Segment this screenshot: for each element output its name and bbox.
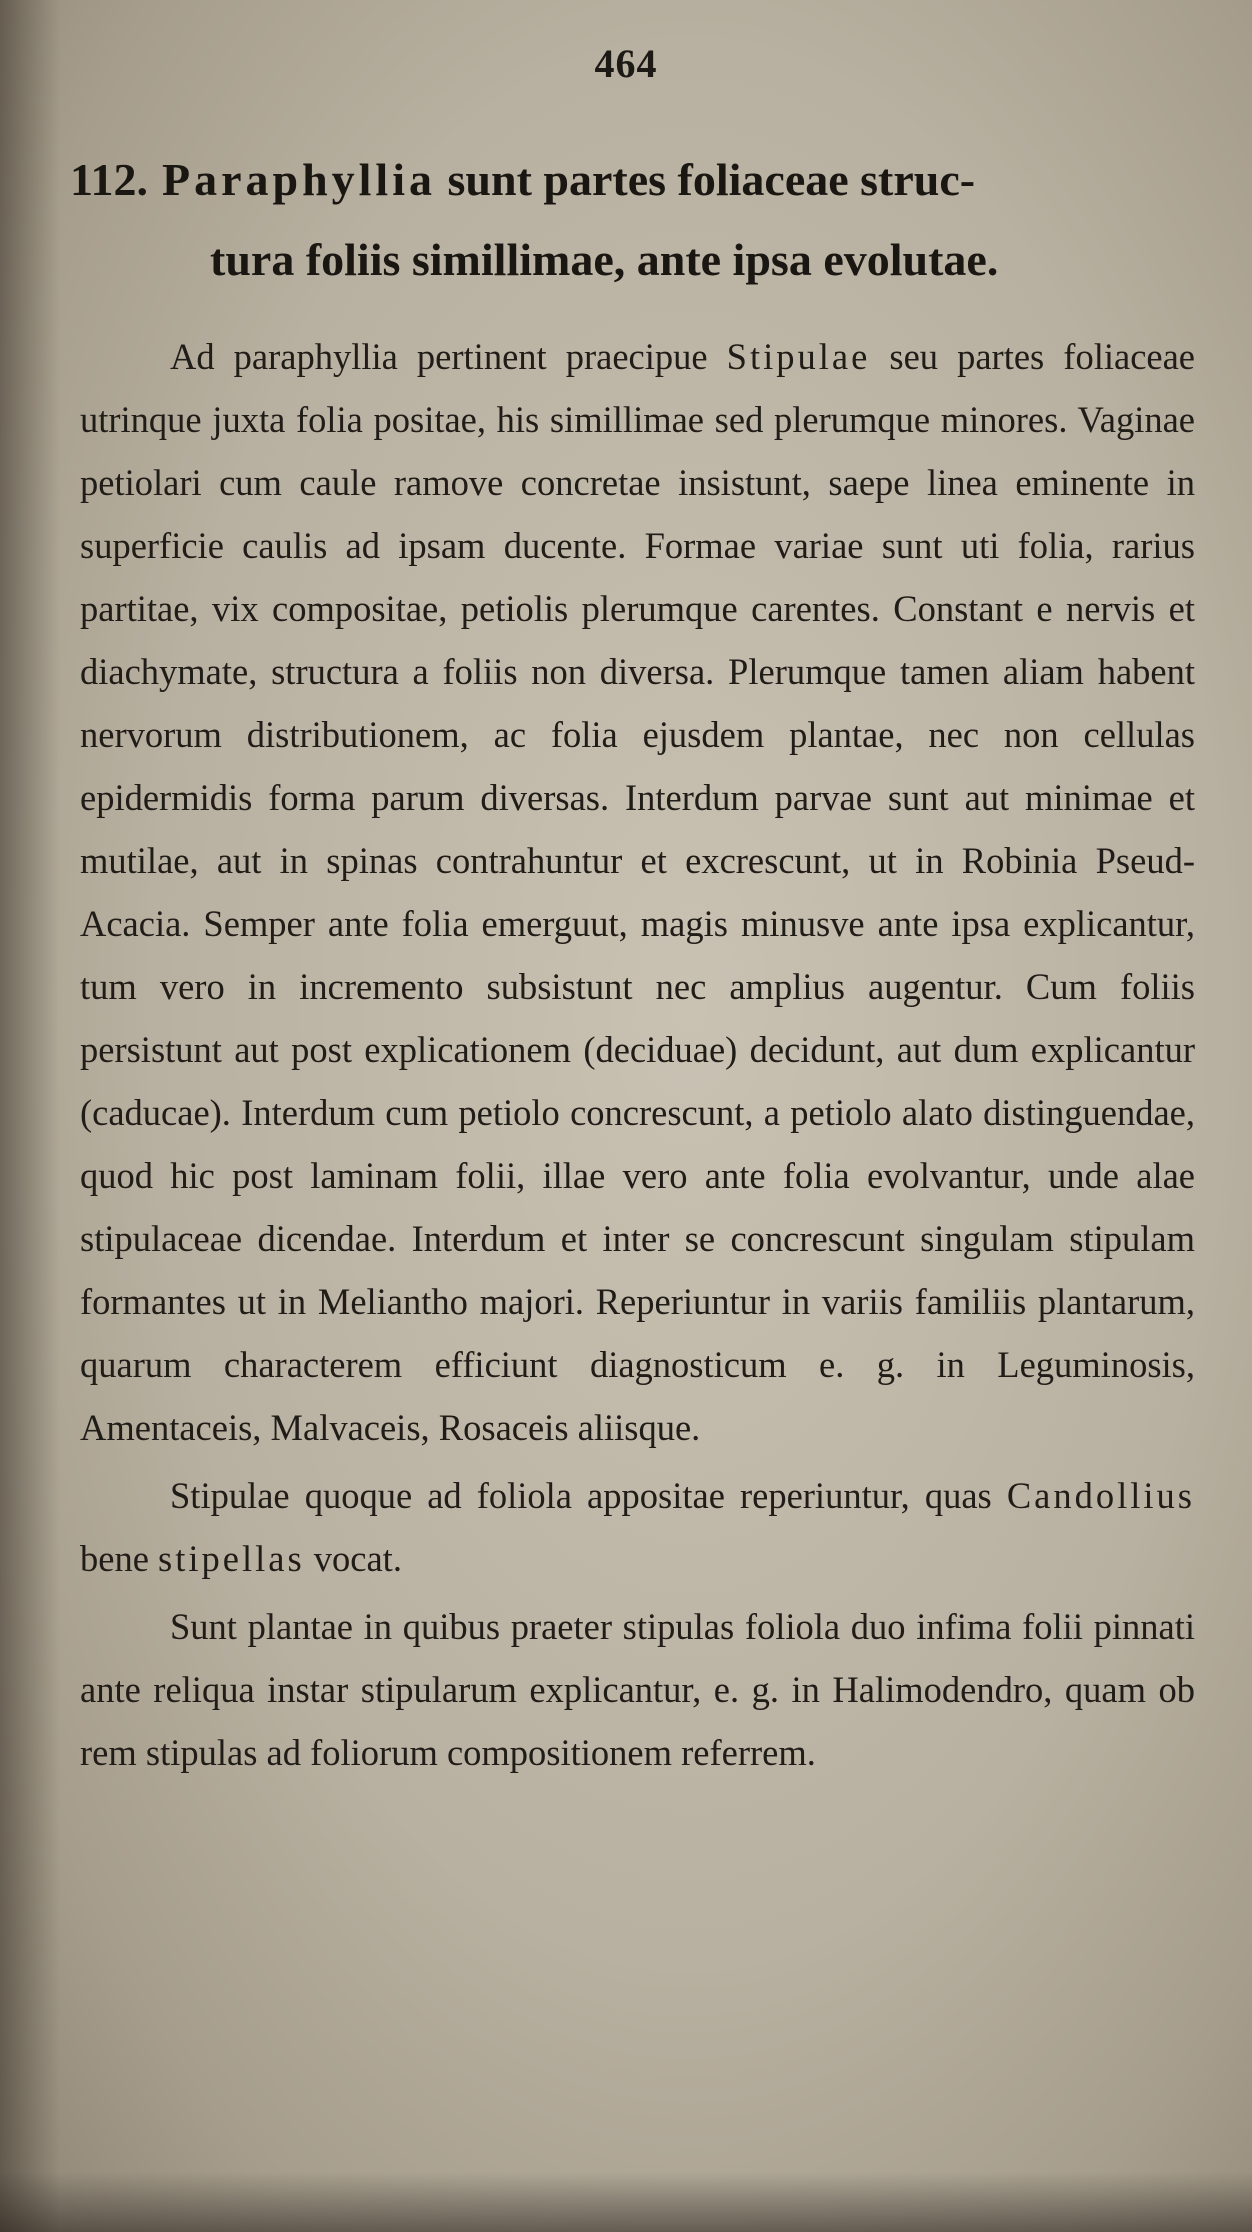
paragraph-2-mid: bene <box>80 1538 149 1579</box>
term-stipulae: Stipulae <box>726 336 871 377</box>
body-text <box>80 325 1195 1784</box>
heading-line1-rest: sunt partes foliaceae struc- <box>447 154 976 205</box>
name-candollius: Candollius <box>1006 1475 1196 1516</box>
paragraph-1-after: seu partes foliaceae utrinque juxta folia positae, his simillimae sed plerumque minores. Vaginae petiolari cum caule ramove concretae insistunt, saepe linea eminente in superficie caulis ad ipsam ducente. Formae variae sunt uti folia, rarius partitae, vix compositae, petiolis plerumque carentes. Constant e nervis et diachymate, structura a foliis non diversa. Plerumque tamen aliam habent nervorum distributionem, ac folia ejusdem plantae, nec non cellulas epidermidis forma parum diversas. Interdum parvae sunt aut minimae et mutilae, aut in spinas contrahuntur et excrescunt, ut in Robinia Pseud-Acacia. Semper ante folia emerguut, magis minusve ante ipsa explicantur, tum vero in incremento subsistunt nec amplius augentur. Cum foliis persistunt aut post explicationem (deciduae) decidunt, aut dum explicantur (caducae). Interdum cum petiolo concrescunt, a petiolo alato distinguendae, quod hic post laminam folii, illae vero ante folia evolvantur, unde alae stipulaceae dicendae. Interdum et inter se concrescunt singulam stipulam formantes ut in Melianthο majori. Reperiuntur in variis familiis plantarum, quarum characterem efficiunt diagnosticum e. g. in Leguminosis, Amentaceis, Malvaceis, Rosaceis aliisque. <box>80 336 1195 1448</box>
paragraph-3: Sunt plantae in quibus praeter stipulas foliola duo infima folii pinnati ante reliqua instar stipularum explicantur, e. g. in Halimodendro, quam ob rem stipulas ad foliorum compositionem referrem. <box>80 1606 1195 1773</box>
paragraph-1 <box>80 325 1195 1459</box>
section-heading <box>70 140 1200 300</box>
heading-line2: tura foliis simillimae, ante ipsa evolutae. <box>210 234 999 285</box>
section-number: 112. <box>70 154 148 205</box>
paragraph-2 <box>80 1464 1195 1590</box>
term-stipellas: stipellas <box>158 1538 305 1579</box>
paragraph-2-before: Stipulae quoque ad foliola appositae reperiuntur, quas <box>170 1475 992 1516</box>
paragraph-1-before: Ad paraphyllia pertinent praecipue <box>170 336 708 377</box>
heading-term: Paraphyllia <box>161 154 436 205</box>
paragraph-2-after: vocat. <box>313 1538 402 1579</box>
page-number: 464 <box>594 41 658 86</box>
